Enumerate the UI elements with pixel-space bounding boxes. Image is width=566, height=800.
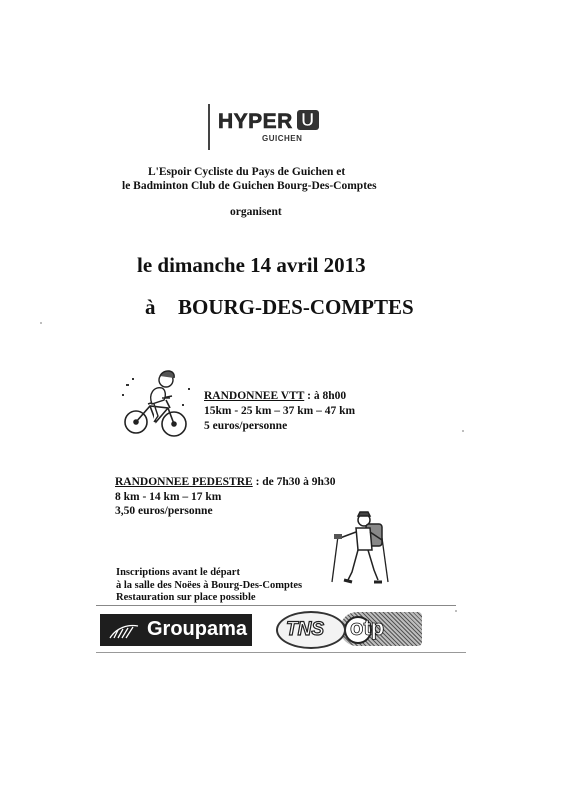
info-line-2: à la salle des Noëes à Bourg-Des-Comptes — [116, 580, 303, 591]
organizer-line-2: le Badminton Club de Guichen Bourg-Des-Comptes — [122, 180, 377, 192]
event-place-prefix: à — [145, 295, 156, 319]
hiker-illustration — [330, 510, 396, 586]
scan-speck — [40, 322, 42, 324]
pedestre-heading — [115, 476, 335, 488]
logo-location: GUICHEN — [262, 134, 303, 143]
pedestre-price: 3,50 euros/personne — [115, 505, 213, 517]
groupama-logo — [100, 614, 252, 646]
event-date: le dimanche 14 avril 2013 — [137, 253, 366, 277]
logo-brand-text: HYPER — [218, 110, 293, 133]
pedestre-distances: 8 km - 14 km – 17 km — [115, 491, 222, 503]
vtt-heading — [204, 390, 346, 402]
vtt-distances: 15km - 25 km – 37 km – 47 km — [204, 405, 356, 417]
pedestre-title: RANDONNEE PEDESTRE — [115, 476, 253, 488]
groupama-text: Groupama — [147, 618, 248, 640]
organizer-line-1: L'Espoir Cycliste du Pays de Guichen et — [148, 166, 346, 178]
vtt-title: RANDONNEE VTT — [204, 390, 305, 402]
hyper-u-logo — [208, 104, 328, 150]
tns-logo — [276, 611, 346, 649]
vtt-time: : à 8h00 — [304, 390, 347, 402]
sponsor-bottom-rule — [96, 652, 466, 653]
tns-text: TNS — [286, 619, 324, 640]
pedestre-time: : de 7h30 à 9h30 — [252, 476, 336, 488]
otp-text: otp — [350, 615, 385, 640]
scan-speck — [455, 610, 457, 612]
info-line-3: Restauration sur place possible — [116, 592, 256, 603]
vtt-price: 5 euros/personne — [204, 420, 288, 432]
cyclist-illustration — [118, 364, 198, 444]
logo-brand-letter: U — [297, 110, 319, 130]
scan-speck — [462, 430, 464, 432]
info-line-1: Inscriptions avant le départ — [116, 567, 240, 578]
groupama-leaf-icon — [108, 620, 140, 640]
organizer-verb: organisent — [230, 206, 282, 218]
event-place: BOURG-DES-COMPTES — [178, 295, 414, 319]
otp-logo — [340, 612, 422, 646]
sponsor-top-rule — [96, 605, 456, 606]
